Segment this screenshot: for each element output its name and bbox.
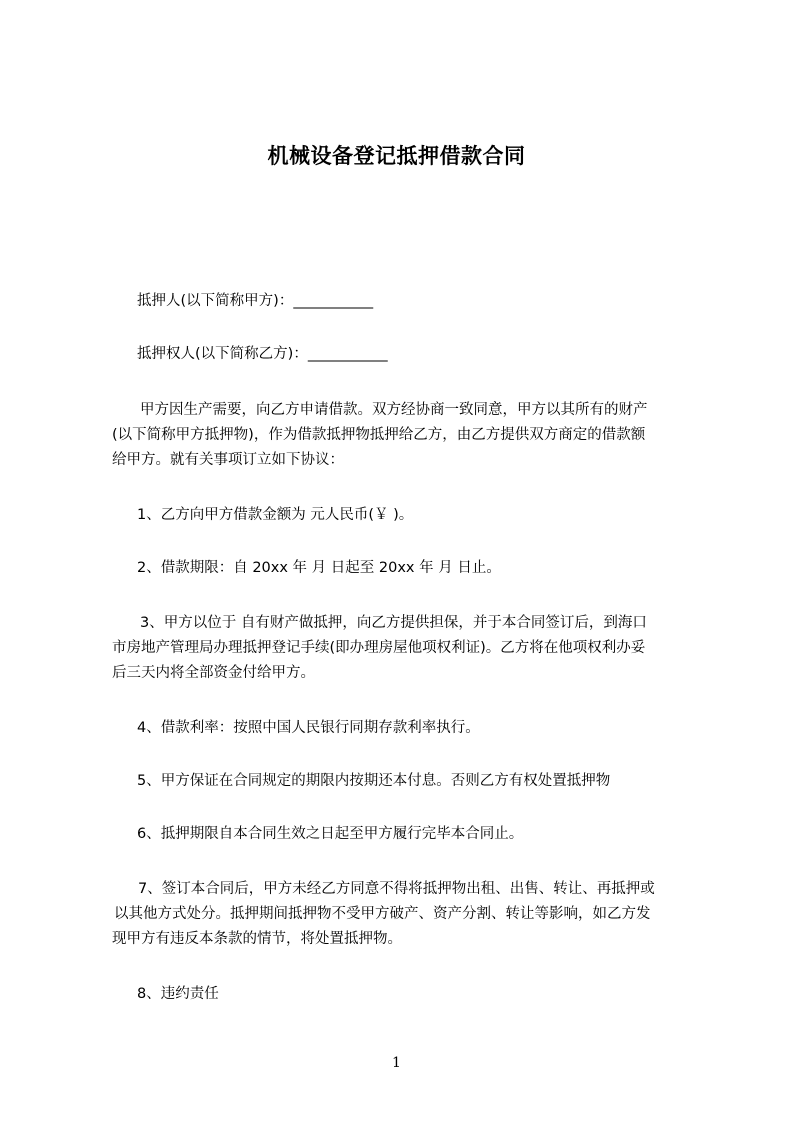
clause-4: 4、借款利率：按照中国人民银行同期存款利率执行。 <box>137 720 480 736</box>
document-title: 机械设备登记抵押借款合同 <box>267 144 526 168</box>
intro-paragraph <box>112 398 716 473</box>
intro-line: (以下简称甲方抵押物)，作为借款抵押物抵押给乙方，由乙方提供双方商定的借款额 <box>112 427 646 443</box>
clause-7-line: 7、签订本合同后，甲方未经乙方同意不得将抵押物出租、出售、转让、再抵押或 <box>138 881 655 897</box>
mortgagee-line: 抵押权人(以下简称乙方)：___________ <box>137 346 388 362</box>
clause-7-paragraph <box>112 877 716 952</box>
mortgagor-line: 抵押人(以下简称甲方)：___________ <box>137 293 374 309</box>
clause-3-line: 市房地产管理局办理抵押登记手续(即办理房屋他项权利证)。乙方将在他项权利办妥 <box>112 640 646 656</box>
clause-7-line: 以其他方式处分。抵押期间抵押物不受甲方破产、资产分割、转让等影响，如乙方发 <box>114 906 651 922</box>
clause-7-line: 现甲方有违反本条款的情节，将处置抵押物。 <box>112 931 402 947</box>
clause-8: 8、违约责任 <box>137 986 219 1002</box>
clause-5: 5、甲方保证在合同规定的期限内按期还本付息。否则乙方有权处置抵押物 <box>137 773 611 789</box>
intro-line: 给甲方。就有关事项订立如下协议： <box>112 452 344 468</box>
clause-1: 1、乙方向甲方借款金额为 元人民币(￥ )。 <box>137 507 414 523</box>
clause-3-line: 后三天内将全部资金付给甲方。 <box>112 665 315 681</box>
clause-3-paragraph <box>112 611 716 686</box>
clause-6: 6、抵押期限自本合同生效之日起至甲方履行完毕本合同止。 <box>137 826 524 842</box>
page-number: 1 <box>392 1055 401 1071</box>
clause-2: 2、借款期限：自 20xx 年 月 日起至 20xx 年 月 日止。 <box>137 560 501 576</box>
intro-line: 甲方因生产需要，向乙方申请借款。双方经协商一致同意，甲方以其所有的财产 <box>140 402 648 418</box>
clause-3-line: 3、甲方以位于 自有财产做抵押，向乙方提供担保，并于本合同签订后，到海口 <box>140 615 647 631</box>
